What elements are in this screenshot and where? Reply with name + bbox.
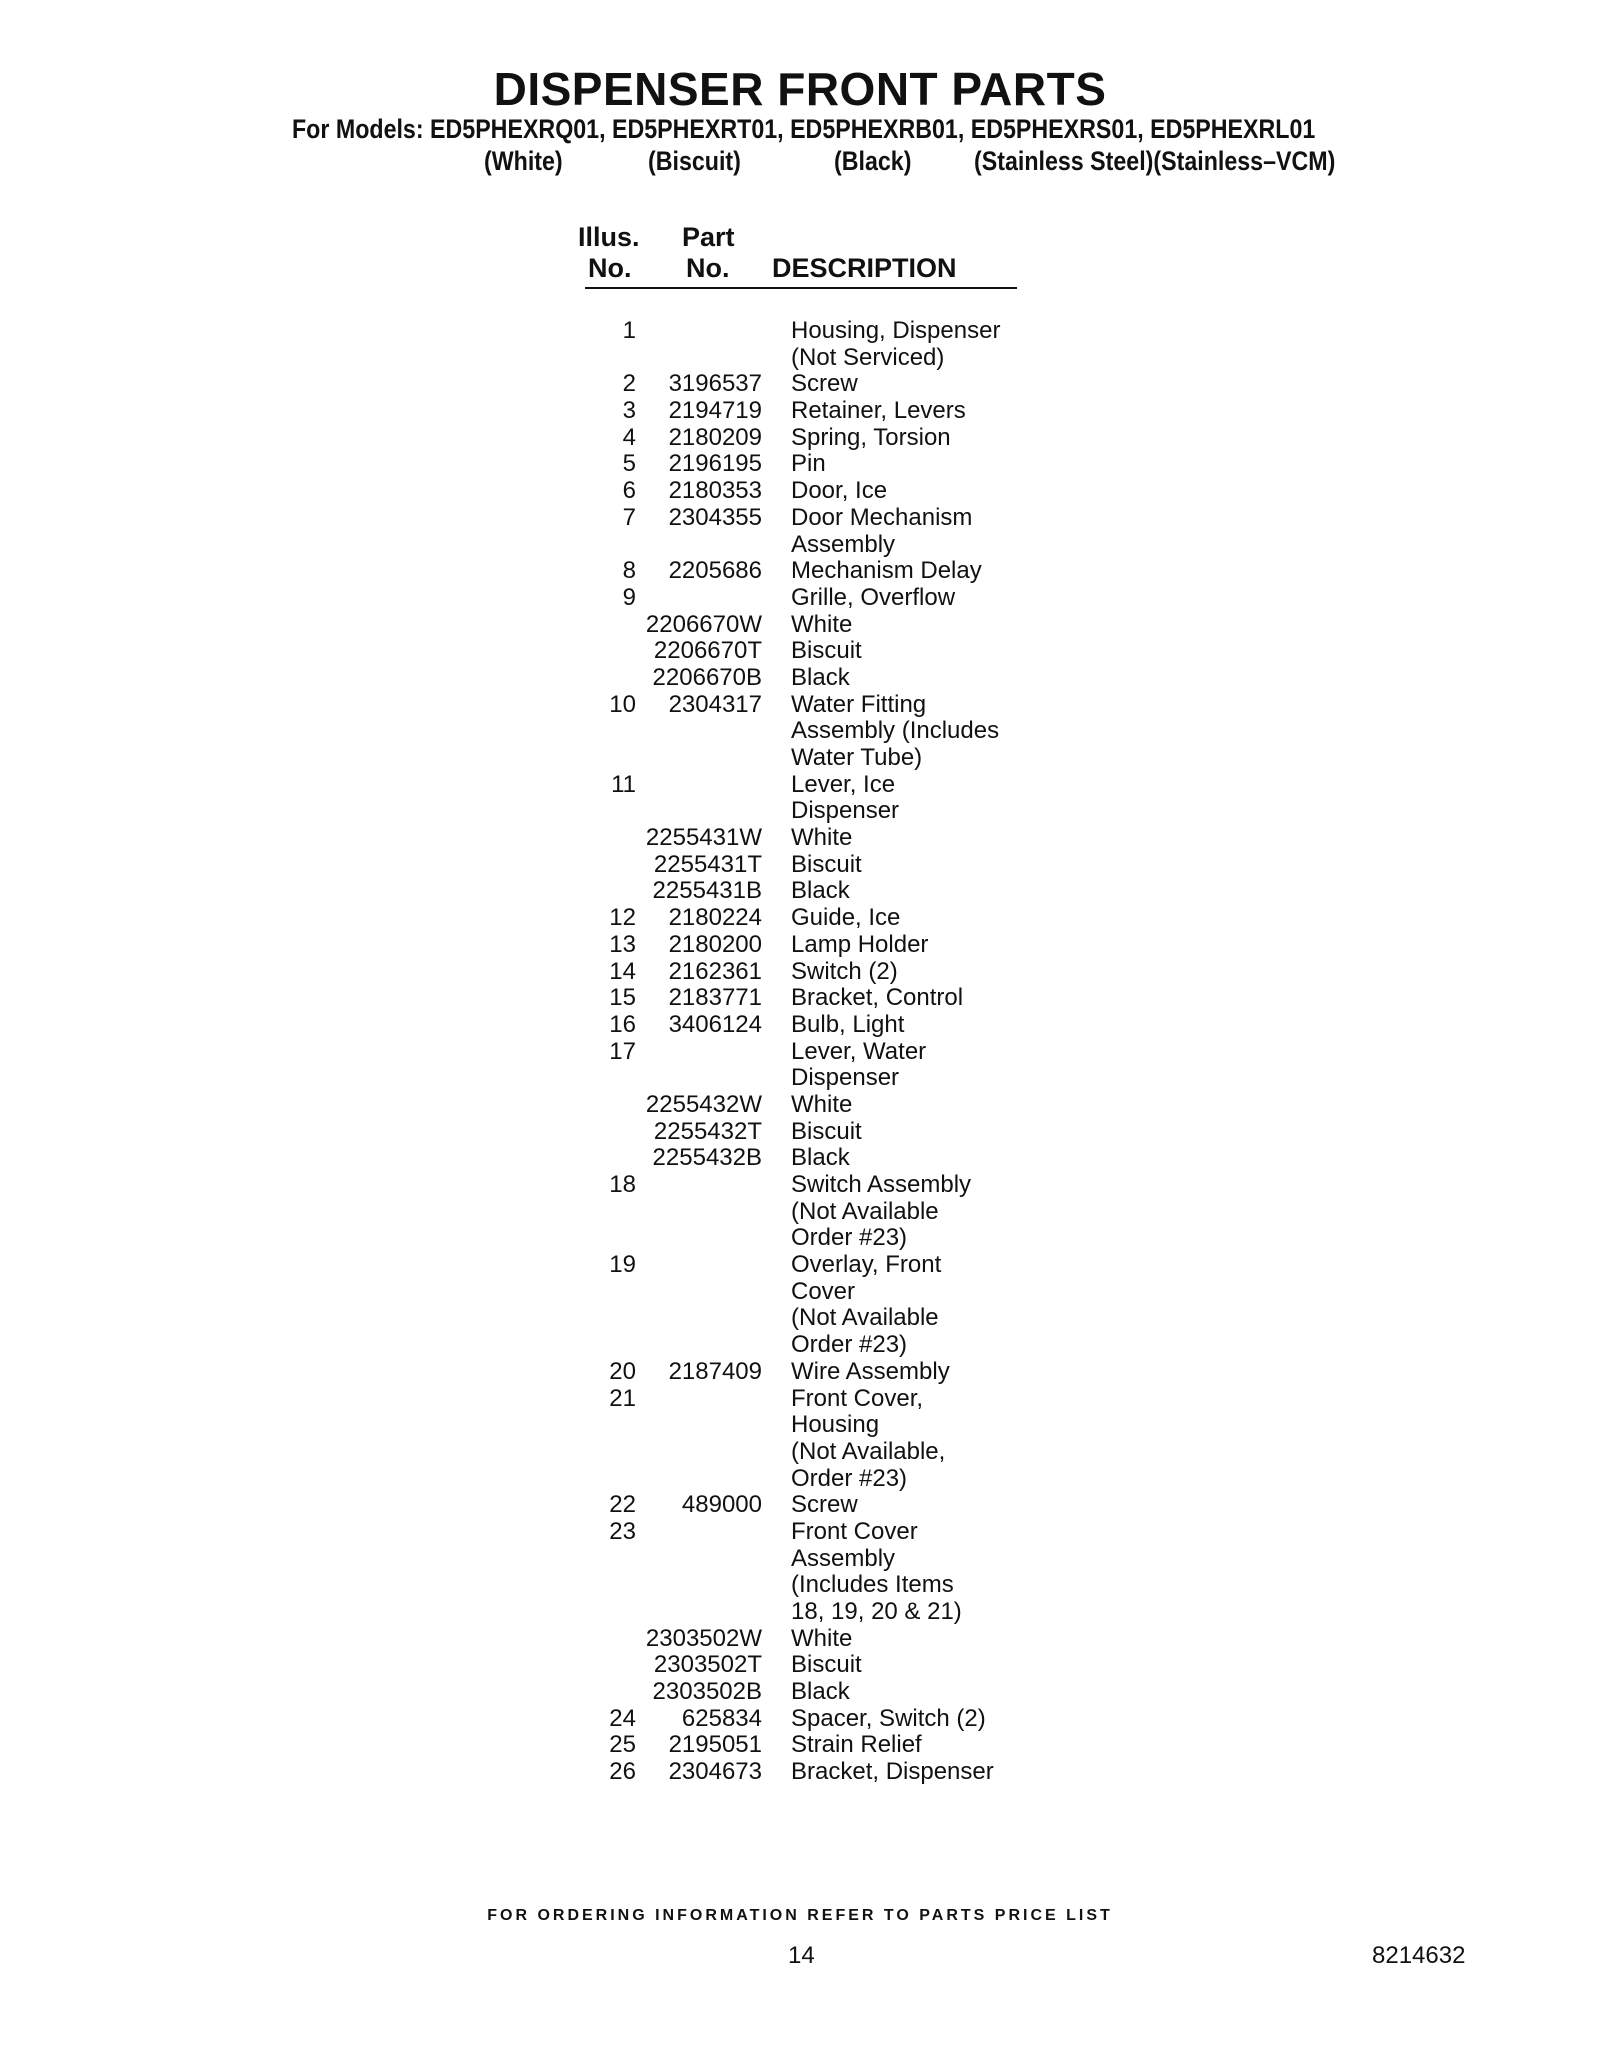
part-number: 2304355 (668, 503, 762, 531)
part-description: Front Cover (791, 1517, 918, 1545)
part-description: Grille, Overflow (791, 583, 956, 611)
color-black: (Black) (834, 146, 912, 176)
part-number: 2162361 (668, 957, 762, 985)
table-row (585, 1626, 1045, 1653)
table-row (585, 478, 1045, 505)
part-description: Switch Assembly (791, 1171, 972, 1198)
illus-number: 8 (622, 557, 636, 585)
part-number: 489000 (681, 1491, 762, 1519)
part-description: Bulb, Light (791, 1010, 905, 1038)
part-description: Housing, Dispenser (791, 317, 1001, 344)
part-number: 2255432T (653, 1117, 762, 1145)
part-description: (Not Available, (791, 1437, 946, 1465)
illus-number: 23 (609, 1517, 636, 1545)
page-number: 14 (788, 1942, 815, 1969)
table-row (585, 905, 1045, 932)
table-row (585, 638, 1045, 665)
part-description: Order #23) (791, 1331, 908, 1359)
part-number: 2206670T (653, 637, 762, 665)
part-description: Dispenser (791, 1064, 900, 1092)
part-description: Biscuit (791, 850, 862, 878)
table-row (585, 532, 1045, 559)
table-row (585, 1492, 1045, 1519)
part-description: White (791, 824, 853, 852)
table-row (585, 1012, 1045, 1039)
part-description: Screw (791, 370, 858, 398)
table-row (585, 1092, 1045, 1119)
table-row (585, 1039, 1045, 1066)
part-number: 2194719 (668, 397, 762, 425)
part-description: Retainer, Levers (791, 397, 966, 425)
part-description: Lever, Water (791, 1037, 927, 1065)
part-number: 625834 (681, 1704, 762, 1732)
table-row (585, 1652, 1045, 1679)
illus-number: 2 (622, 370, 636, 398)
table-row (585, 1412, 1045, 1439)
part-number: 2304673 (668, 1758, 762, 1786)
table-row (585, 959, 1045, 986)
part-description: Guide, Ice (791, 904, 901, 932)
color-biscuit: (Biscuit) (648, 146, 741, 176)
illus-number: 10 (609, 690, 636, 718)
illus-number: 6 (622, 477, 636, 505)
table-row (585, 1252, 1045, 1279)
part-number: 2303502W (645, 1624, 762, 1652)
part-number: 2183771 (668, 984, 762, 1012)
table-row (585, 612, 1045, 639)
table-row (585, 345, 1045, 372)
table-row (585, 878, 1045, 905)
illus-number: 18 (609, 1171, 636, 1198)
illus-number: 9 (622, 583, 636, 611)
part-description: Dispenser (791, 797, 900, 825)
part-description: Black (791, 1678, 850, 1706)
part-description: Bracket, Control (791, 984, 964, 1012)
part-number: 2255432W (645, 1090, 762, 1118)
table-row (585, 1065, 1045, 1092)
part-description: Order #23) (791, 1464, 908, 1492)
part-description: 18, 19, 20 & 21) (791, 1598, 962, 1625)
part-description: Spring, Torsion (791, 423, 951, 451)
table-row (585, 1225, 1045, 1252)
table-row (585, 798, 1045, 825)
part-description: Water Fitting (791, 690, 927, 718)
part-description: Water Tube) (791, 744, 923, 771)
part-description: White (791, 1624, 853, 1652)
illus-number: 25 (609, 1731, 636, 1759)
illus-number: 15 (609, 984, 636, 1012)
table-row (585, 1359, 1045, 1386)
table-row (585, 1332, 1045, 1359)
table-row (585, 371, 1045, 398)
document-number: 8214632 (1372, 1942, 1466, 1969)
table-row (585, 1572, 1045, 1599)
parts-table (585, 318, 1045, 1786)
table-row (585, 1599, 1045, 1626)
part-description: Bracket, Dispenser (791, 1758, 994, 1786)
col-part-header-bottom: No. (686, 253, 730, 283)
model-colors (0, 146, 1600, 180)
part-description: Black (791, 663, 850, 691)
part-number: 2303502T (653, 1651, 762, 1679)
illus-number: 26 (609, 1758, 636, 1786)
part-description: Door Mechanism (791, 503, 973, 531)
part-number: 2206670W (645, 610, 762, 638)
part-description: Screw (791, 1491, 858, 1519)
color-stainless: (Stainless Steel)(Stainless–VCM) (974, 146, 1336, 176)
ordering-note: FOR ORDERING INFORMATION REFER TO PARTS PRICE LIST (487, 1907, 1113, 1924)
part-description: Front Cover, (791, 1384, 924, 1412)
part-description: (Not Available (791, 1304, 939, 1332)
part-description: Strain Relief (791, 1731, 922, 1759)
col-illus-header-bottom: No. (588, 253, 632, 283)
table-row (585, 1706, 1045, 1733)
illus-number: 11 (611, 770, 636, 798)
table-row (585, 451, 1045, 478)
col-illus-header-top: Illus. (578, 222, 640, 252)
table-row (585, 1279, 1045, 1306)
table-row (585, 1439, 1045, 1466)
illus-number: 16 (609, 1010, 636, 1038)
table-row (585, 1466, 1045, 1493)
illus-number: 14 (609, 957, 636, 985)
color-white: (White) (484, 146, 563, 176)
part-description: White (791, 1090, 853, 1118)
part-number: 2255431B (652, 877, 762, 905)
models-line: For Models: ED5PHEXRQ01, ED5PHEXRT01, ED5PHEXRB01, ED5PHEXRS01, ED5PHEXRL01 (292, 114, 1316, 144)
illus-number: 20 (609, 1357, 636, 1385)
part-number: 2255431T (653, 850, 762, 878)
part-description: Biscuit (791, 1117, 862, 1145)
part-number: 2205686 (668, 557, 762, 585)
part-description: Door, Ice (791, 477, 888, 505)
part-description: Pin (791, 450, 826, 478)
part-number: 3406124 (668, 1010, 762, 1038)
table-row (585, 1145, 1045, 1172)
part-number: 2303502B (652, 1678, 762, 1706)
part-description: (Not Available (791, 1197, 939, 1225)
table-row (585, 505, 1045, 532)
part-number: 2180224 (668, 904, 762, 932)
part-number: 3196537 (668, 370, 762, 398)
col-part-header-top: Part (682, 222, 735, 252)
illus-number: 4 (622, 423, 636, 451)
illus-number: 24 (609, 1704, 636, 1732)
illus-number: 13 (609, 930, 636, 958)
part-description: (Includes Items (791, 1571, 954, 1599)
illus-number: 21 (609, 1384, 636, 1412)
header-rule (585, 287, 1017, 289)
table-row (585, 932, 1045, 959)
table-row (585, 718, 1045, 745)
table-row (585, 772, 1045, 799)
part-number: 2255432B (652, 1144, 762, 1172)
table-row (585, 1119, 1045, 1146)
part-description: Biscuit (791, 637, 862, 665)
part-description: Lamp Holder (791, 930, 929, 958)
illus-number: 19 (609, 1251, 636, 1279)
illus-number: 3 (622, 397, 636, 425)
part-description: Cover (791, 1277, 856, 1305)
page-title: DISPENSER FRONT PARTS (493, 63, 1107, 115)
table-row (585, 1519, 1045, 1546)
part-number: 2187409 (668, 1357, 762, 1385)
table-row (585, 1679, 1045, 1706)
part-number: 2255431W (645, 824, 762, 852)
illus-number: 7 (622, 503, 636, 531)
illus-number: 1 (622, 317, 636, 344)
part-number: 2180200 (668, 930, 762, 958)
table-row (585, 1305, 1045, 1332)
table-row (585, 1199, 1045, 1226)
illus-number: 12 (609, 904, 636, 932)
table-row (585, 1759, 1045, 1786)
part-number: 2180209 (668, 423, 762, 451)
table-row (585, 1732, 1045, 1759)
table-row (585, 398, 1045, 425)
part-description: Lever, Ice (791, 770, 896, 798)
part-description: Biscuit (791, 1651, 862, 1679)
part-description: Housing (791, 1411, 880, 1439)
part-description: Black (791, 877, 850, 905)
part-number: 2304317 (668, 690, 762, 718)
table-row (585, 692, 1045, 719)
part-description: Switch (2) (791, 957, 898, 985)
table-row (585, 318, 1045, 345)
part-description: Mechanism Delay (791, 557, 982, 585)
part-description: (Not Serviced) (791, 343, 945, 371)
part-number: 2180353 (668, 477, 762, 505)
part-number: 2206670B (652, 663, 762, 691)
table-row (585, 745, 1045, 772)
part-description: Assembly (791, 1544, 896, 1572)
col-description-header: DESCRIPTION (772, 253, 957, 283)
illus-number: 5 (622, 450, 636, 478)
table-row (585, 585, 1045, 612)
part-number: 2195051 (668, 1731, 762, 1759)
table-row (585, 665, 1045, 692)
part-description: Overlay, Front (791, 1251, 942, 1279)
table-row (585, 852, 1045, 879)
table-row (585, 1386, 1045, 1413)
table-row (585, 1172, 1045, 1199)
part-description: Order #23) (791, 1224, 908, 1252)
part-description: Assembly (Includes (791, 717, 1000, 745)
part-description: White (791, 610, 853, 638)
part-description: Assembly (791, 530, 896, 558)
illus-number: 17 (609, 1037, 636, 1065)
table-row (585, 425, 1045, 452)
illus-number: 22 (609, 1491, 636, 1519)
table-row (585, 558, 1045, 585)
table-row (585, 985, 1045, 1012)
part-description: Spacer, Switch (2) (791, 1704, 986, 1732)
part-description: Black (791, 1144, 850, 1172)
part-description: Wire Assembly (791, 1357, 950, 1385)
table-row (585, 825, 1045, 852)
table-row (585, 1546, 1045, 1573)
part-number: 2196195 (668, 450, 762, 478)
